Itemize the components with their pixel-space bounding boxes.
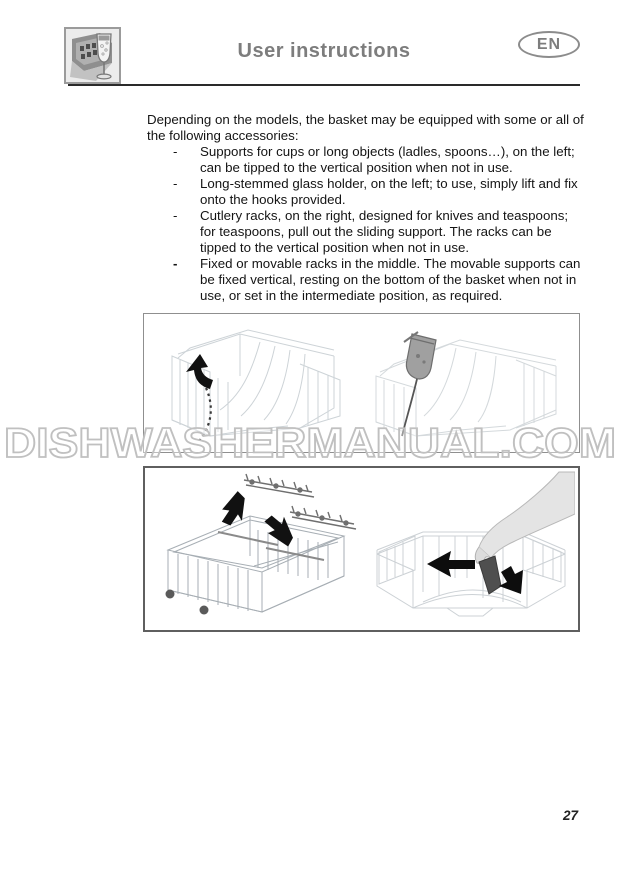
language-badge-label: EN	[536, 35, 562, 53]
bullet-text: Long-stemmed glass holder, on the left; to use, simply lift and fix onto the hooks provided.	[200, 176, 578, 207]
upper-basket-accessories-figure	[143, 313, 580, 453]
lower-basket-accessories-figure	[143, 466, 580, 632]
language-badge	[518, 31, 580, 58]
list-item	[147, 144, 585, 176]
list-item	[147, 176, 585, 208]
movable-support-hand-photo	[363, 470, 575, 628]
header-divider	[68, 84, 580, 86]
bullet-dash: -	[173, 144, 178, 159]
page-number: 27	[562, 808, 578, 823]
bullet-text: Supports for cups or long objects (ladles, spoons…), on the left; can be tipped to the vertical position when not in use.	[200, 144, 575, 175]
watermark-text: DISHWASHERMANUAL.COM	[4, 420, 616, 466]
bullet-text: Fixed or movable racks in the middle. The movable supports can be fixed vertical, resting on the bottom of the basket when not in use, or set in the intermediate position, as required.	[200, 256, 581, 303]
upper-basket-tip-support-drawing	[148, 318, 356, 449]
bullet-dash: -	[173, 208, 178, 223]
body-text-block	[147, 112, 585, 304]
bullet-dash: -	[173, 256, 178, 271]
bullet-dash: -	[173, 176, 178, 191]
list-item	[147, 256, 585, 304]
bullet-text: Cutlery racks, on the right, designed for knives and teaspoons; for teaspoons, pull out the sliding support. The racks can be tipped to the vertical position when not in use.	[200, 208, 569, 255]
intro-paragraph: Depending on the models, the basket may be equipped with some or all of the following accessories:	[147, 112, 584, 143]
page-title: User instructions	[237, 40, 411, 62]
upper-basket-glass-holder-drawing	[360, 318, 575, 449]
lower-basket-cutlery-racks-drawing	[148, 470, 360, 628]
list-item	[147, 208, 585, 256]
